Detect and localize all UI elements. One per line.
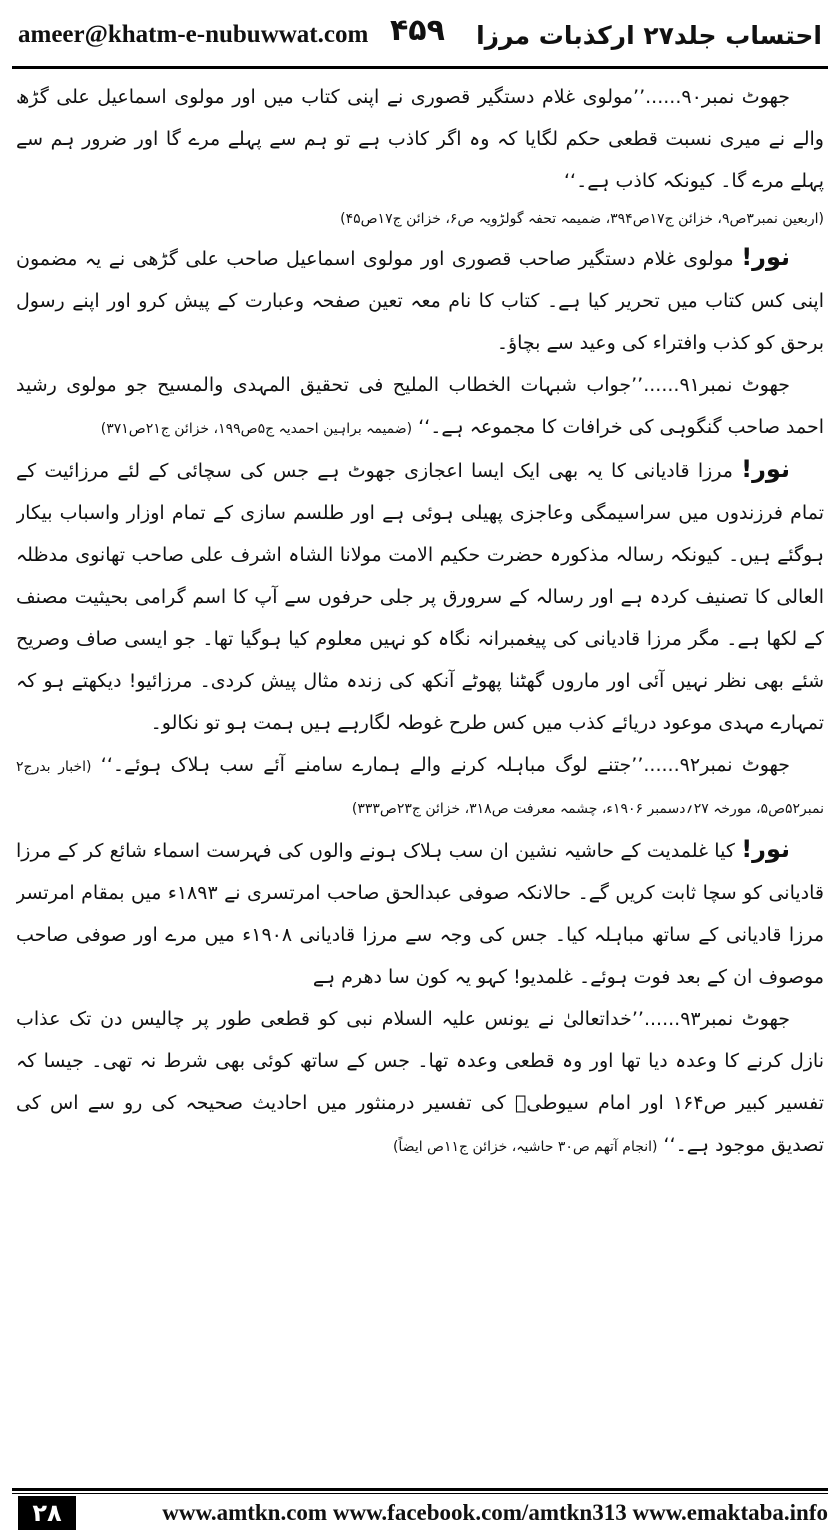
header-email: ameer@khatm-e-nubuwwat.com <box>18 21 369 48</box>
section-92-reply <box>16 828 824 998</box>
section-93-quote <box>16 998 824 1166</box>
quote-93: ’’خداتعالیٰ نے یونس علیہ السلام نبی کو قطعی طور پر چالیس دن تک عذاب نازل کرنے کا وعدہ دیا تھا اور وہ قطعی وعدہ تھا۔ جس کے ساتھ کوئی بھی شرط نہ تھی۔ جیسا کہ تفسیر کبیر ص۱۶۴ اور امام سیوطیؒ کی تفسیر درمنثور میں احادیث صحیحہ کی رو سے اس کی تصدیق موجود ہے۔‘‘ <box>16 1008 824 1156</box>
lie-label-90: جھوٹ نمبر۹۰...... <box>645 86 791 108</box>
section-92-quote <box>16 744 824 828</box>
footer-divider-thin <box>12 1493 828 1494</box>
page-header <box>18 10 822 60</box>
header-title: احتساب جلد۲۷ ارکذبات مرزا <box>476 20 822 50</box>
quote-90: ’’مولوی غلام دستگیر قصوری نے اپنی کتاب میں اور مولوی اسماعیل علی گڑھ والے نے میری نسبت قطعی حکم لگایا کہ وہ اگر کاذب ہے تو ہم سے پہلے مرے گا اور ضرور ہم سے پہلے مرے گا۔ کیونکہ کاذب ہے۔‘‘ <box>16 86 824 192</box>
section-91-quote <box>16 364 824 448</box>
section-91-reply <box>16 448 824 744</box>
header-page-number: ۴۵۹ <box>390 13 445 48</box>
lie-label-91: جھوٹ نمبر۹۱...... <box>643 374 790 396</box>
footer-page-number: ۲۸ <box>18 1496 76 1530</box>
nur-label-92: نور! <box>741 835 791 863</box>
quote-91: ’’جواب شبہات الخطاب الملیح فی تحقیق المہدی والمسیح جو مولوی رشید احمد صاحب گنگوہی کی خرافات کا مجموعہ ہے۔‘‘ <box>16 374 824 438</box>
section-90-reply <box>16 236 824 364</box>
section-90-quote <box>16 76 824 202</box>
reference-93: (انجام آتھم ص۳۰ حاشیہ، خزائن ج۱۱ص ایضاً) <box>392 1139 658 1155</box>
reference-91: (ضمیمہ براہین احمدیہ ج۵ص۱۹۹، خزائن ج۲۱ص۳۷۱) <box>100 421 413 437</box>
reply-91: مرزا قادیانی کا یہ بھی ایک ایسا اعجازی جھوٹ ہے جس کی سچائی کے لئے مرزائیت کے تمام فرزندوں میں سراسیمگی وعاجزی پھیلی ہوئی ہے اور طلسم سازی کے تمام اوزار واسباب بیکار ہوگئے ہیں۔ کیونکہ رسالہ مذکورہ حضرت حکیم الامت مولانا الشاہ اشرف علی صاحب تھانوی مدظلہ العالی کا تصنیف کردہ ہے اور رسالہ کے سرورق پر جلی حرفوں سے آپ کا اسم گرامی بحیثیت مصنف کے لکھا ہے۔ مگر مرزا قادیانی کی پیغمبرانہ نگاہ کو نہیں معلوم کیا ہوگیا تھا۔ جو ایسی صاف وصریح شئے بھی نظر نہیں آئی اور ماروں گھٹنا پھوٹے آنکھ کی زندہ مثال پیش کردی۔ مرزائیو! دیکھتے ہو کہ تمہارے مہدی موعود دریائے کذب میں کس طرح غوطہ لگارہے ہیں ہمت ہو تو نکالو۔ <box>16 460 824 734</box>
quote-92: ’’جتنے لوگ مباہلہ کرنے والے ہمارے سامنے آئے سب ہلاک ہوئے۔‘‘ <box>100 754 644 776</box>
page-footer <box>12 1488 828 1532</box>
nur-label-91: نور! <box>741 455 790 483</box>
reply-90: مولوی غلام دستگیر صاحب قصوری اور مولوی اسماعیل صاحب علی گڑھی نے یہ مضمون اپنی کس کتاب میں تحریر کیا ہے۔ کتاب کا نام معہ تعین صفحہ وعبارت کے پیش کرو اور اپنے رسول برحق کو کذب وافتراء کی وعید سے بچاؤ۔ <box>16 248 824 354</box>
lie-label-93: جھوٹ نمبر۹۳...... <box>643 1008 790 1030</box>
header-divider <box>12 66 828 69</box>
footer-divider-thick <box>12 1488 828 1491</box>
nur-label-90: نور! <box>741 243 791 271</box>
page-body <box>16 76 824 1484</box>
footer-links: www.amtkn.com www.facebook.com/amtkn313 www.emaktaba.info <box>162 1500 828 1525</box>
lie-label-92: جھوٹ نمبر۹۲...... <box>643 754 791 776</box>
reference-92: (اخبار بدرج۲ نمبر۵۲ص۵، مورخہ ۲۷؍دسمبر ۱۹۰۶ء، چشمہ معرفت ص۳۱۸، خزائن ج۲۳ص۳۳۳) <box>16 759 824 817</box>
reply-92: کیا غلمدیت کے حاشیہ نشین ان سب ہلاک ہونے والوں کی فہرست اسماء شائع کر کے مرزا قادیانی کو سچا ثابت کریں گے۔ حالانکہ صوفی عبدالحق صاحب امرتسری نے ۱۸۹۳ء میں بمقام امرتسر مرزا قادیانی کے ساتھ مباہلہ کیا۔ جس کی وجہ سے مرزا قادیانی ۱۹۰۸ء میں مرے اور صوفی صاحب موصوف ان کے بعد فوت ہوئے۔ غلمدیو! کہو یہ کون سا دھرم ہے <box>16 840 824 988</box>
reference-90: (اربعین نمبر۳ص۹، خزائن ج۱۷ص۳۹۴، ضمیمہ تحفہ گولڑویہ ص۶، خزائن ج۱۷ص۴۵) <box>340 211 824 227</box>
